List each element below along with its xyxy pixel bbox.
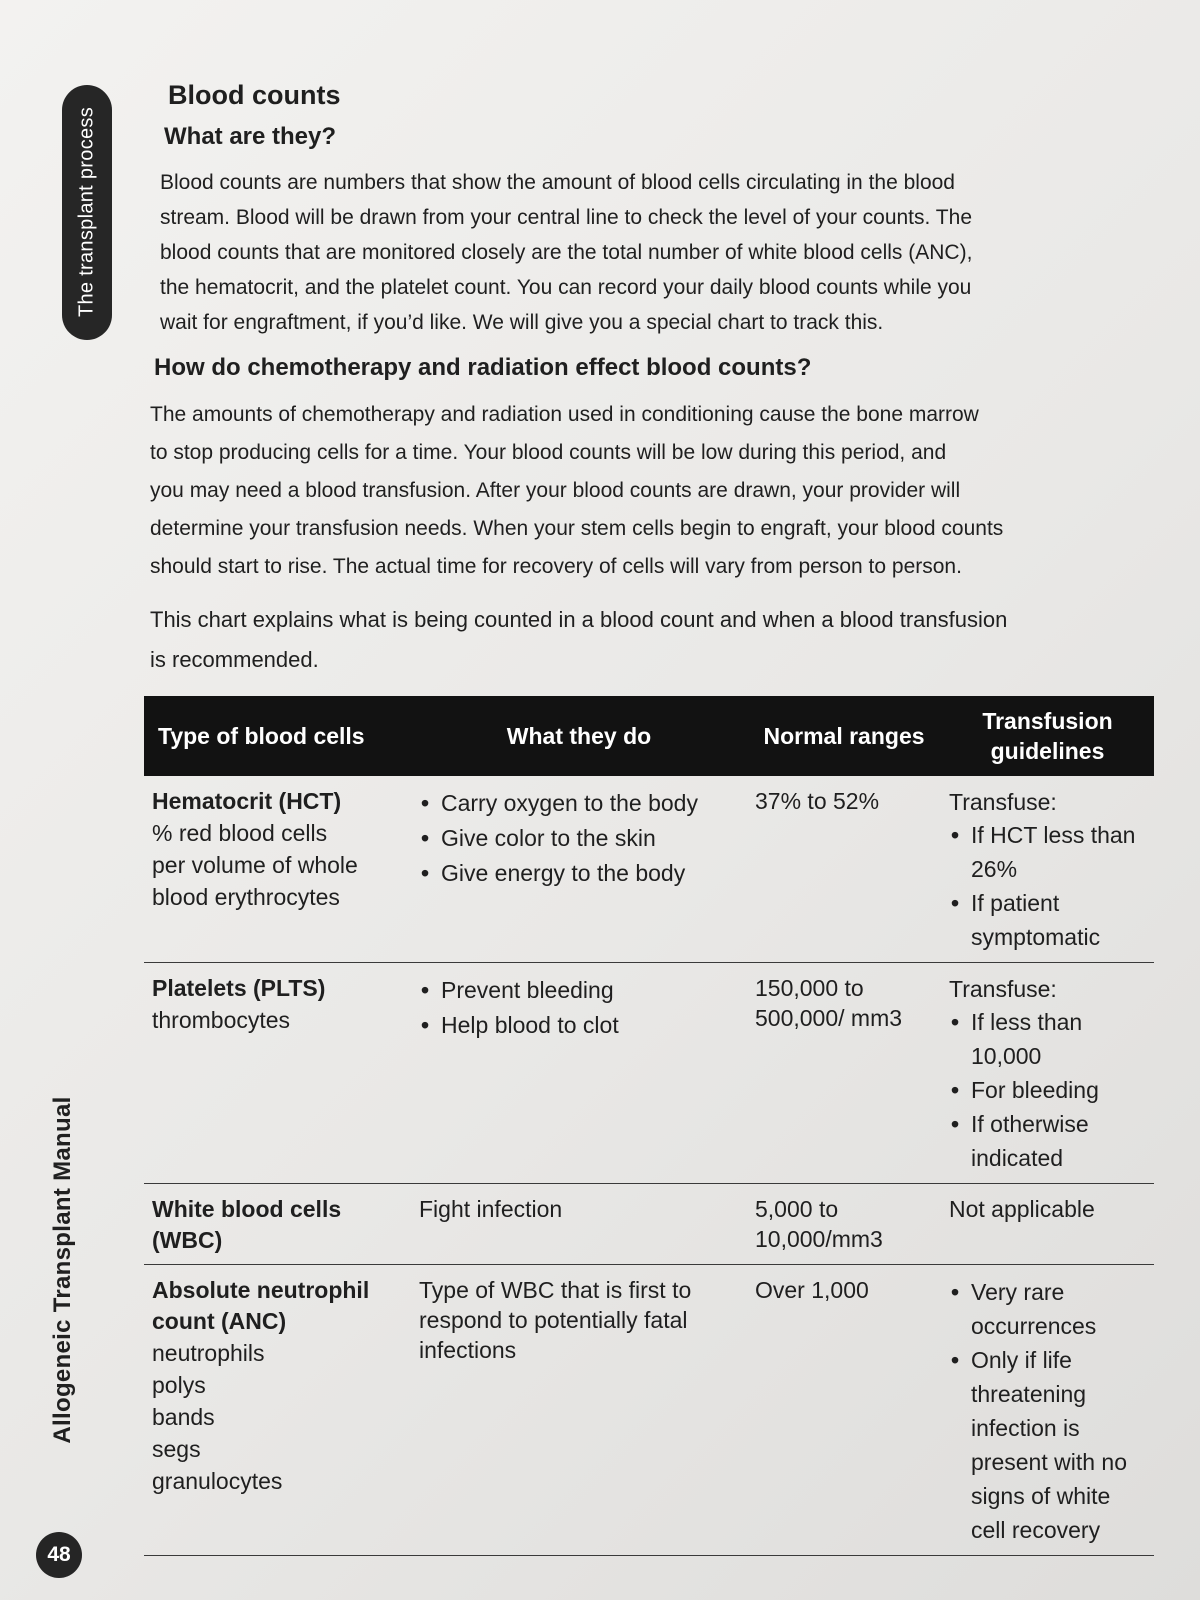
list-item: • If otherwise indicated bbox=[949, 1107, 1148, 1175]
section-title: Blood counts bbox=[168, 80, 341, 110]
text-line: The amounts of chemotherapy and radiation used in conditioning cause the bone marrow bbox=[150, 403, 979, 426]
table-row bbox=[144, 1184, 1154, 1265]
guideline-text: Not applicable bbox=[949, 1196, 1095, 1222]
type-detail: thrombocytes bbox=[152, 1007, 291, 1033]
paragraph-chemo-effect bbox=[150, 396, 1160, 586]
function-list bbox=[419, 786, 741, 891]
header-type: Type of blood cells bbox=[144, 696, 411, 776]
text-line: This chart explains what is being counted in a blood count and when a blood transfusion bbox=[150, 607, 1008, 632]
type-detail: neutrophils bbox=[152, 1340, 265, 1366]
type-name: Absolute neutrophil count (ANC) bbox=[152, 1277, 370, 1334]
page-content bbox=[150, 80, 1160, 1556]
blood-count-table bbox=[144, 696, 1154, 1556]
table-header-row bbox=[144, 696, 1154, 776]
cell-type bbox=[144, 963, 411, 1184]
header-transfusion-guidelines: Transfusion guidelines bbox=[941, 696, 1154, 776]
cell-normal-range bbox=[747, 1265, 941, 1556]
cell-guidelines bbox=[941, 1184, 1154, 1265]
text-line: to stop producing cells for a time. Your blood counts will be low during this period, and bbox=[150, 441, 947, 464]
list-item: • Help blood to clot bbox=[419, 1008, 741, 1043]
text-line: Blood counts are numbers that show the amount of blood cells circulating in the blood bbox=[160, 171, 955, 194]
cell-type bbox=[144, 1184, 411, 1265]
text-line: is recommended. bbox=[150, 647, 319, 672]
list-item: • For bleeding bbox=[949, 1073, 1148, 1107]
range-value: 37% to 52% bbox=[755, 788, 880, 814]
list-item: • Prevent bleeding bbox=[419, 973, 741, 1008]
text-line: the hematocrit, and the platelet count. You can record your daily blood counts while you bbox=[160, 276, 972, 299]
type-detail: % red blood cells bbox=[152, 820, 328, 846]
table-row bbox=[144, 963, 1154, 1184]
text-line: should start to rise. The actual time for recovery of cells will vary from person to person. bbox=[150, 555, 962, 578]
cell-type bbox=[144, 776, 411, 963]
cell-type bbox=[144, 1265, 411, 1556]
cell-normal-range bbox=[747, 1184, 941, 1265]
range-value: 5,000 to 10,000/mm3 bbox=[755, 1196, 883, 1252]
chapter-label: The transplant process bbox=[75, 106, 98, 318]
cell-what-they-do bbox=[411, 963, 747, 1184]
cell-what-they-do bbox=[411, 1265, 747, 1556]
list-item: • If HCT less than 26% bbox=[949, 818, 1148, 886]
cell-what-they-do bbox=[411, 776, 747, 963]
list-item: • Only if life threatening infection is present with no signs of white cell recovery bbox=[949, 1343, 1148, 1547]
list-item: • Very rare occurrences bbox=[949, 1275, 1148, 1343]
text-line: wait for engraftment, if you’d like. We will give you a special chart to track this. bbox=[160, 311, 884, 334]
type-detail: segs bbox=[152, 1436, 201, 1462]
list-item: • Give color to the skin bbox=[419, 821, 741, 856]
chart-intro bbox=[150, 600, 1160, 680]
guideline-list bbox=[949, 1275, 1148, 1547]
cell-guidelines bbox=[941, 776, 1154, 963]
list-item: • Give energy to the body bbox=[419, 856, 741, 891]
table-row bbox=[144, 1265, 1154, 1556]
cell-normal-range bbox=[747, 963, 941, 1184]
function-list bbox=[419, 973, 741, 1043]
paragraph-blood-counts bbox=[160, 165, 1160, 340]
type-detail: granulocytes bbox=[152, 1468, 283, 1494]
type-detail: per volume of whole bbox=[152, 852, 358, 878]
text-line: blood counts that are monitored closely are the total number of white blood cells (ANC), bbox=[160, 241, 973, 264]
range-value: Over 1,000 bbox=[755, 1277, 869, 1303]
guideline-label: Transfuse: bbox=[949, 976, 1057, 1002]
list-item: • If less than 10,000 bbox=[949, 1005, 1148, 1073]
manual-title: Allogeneic Transplant Manual bbox=[49, 1096, 76, 1444]
text-line: you may need a blood transfusion. After your blood counts are drawn, your provider will bbox=[150, 479, 961, 502]
cell-guidelines bbox=[941, 963, 1154, 1184]
type-name: White blood cells (WBC) bbox=[152, 1196, 342, 1253]
type-detail: polys bbox=[152, 1372, 206, 1398]
question-chemo-effect: How do chemotherapy and radiation effect blood counts? bbox=[154, 354, 812, 381]
function-text: Fight infection bbox=[419, 1196, 563, 1222]
header-what-they-do: What they do bbox=[411, 696, 747, 776]
cell-normal-range bbox=[747, 776, 941, 963]
type-detail: blood erythrocytes bbox=[152, 884, 340, 910]
range-value: 150,000 to 500,000/ mm3 bbox=[755, 975, 903, 1031]
text-line: determine your transfusion needs. When your stem cells begin to engraft, your blood counts bbox=[150, 517, 1004, 540]
type-detail: bands bbox=[152, 1404, 215, 1430]
page-number: 48 bbox=[36, 1532, 82, 1578]
cell-guidelines bbox=[941, 1265, 1154, 1556]
question-what-are-they: What are they? bbox=[164, 123, 337, 150]
header-normal-ranges: Normal ranges bbox=[747, 696, 941, 776]
cell-what-they-do bbox=[411, 1184, 747, 1265]
text-line: stream. Blood will be drawn from your central line to check the level of your counts. The bbox=[160, 206, 972, 229]
type-name: Hematocrit (HCT) bbox=[152, 788, 342, 814]
table-row bbox=[144, 776, 1154, 963]
guideline-list bbox=[949, 818, 1148, 954]
list-item: • If patient symptomatic bbox=[949, 886, 1148, 954]
type-name: Platelets (PLTS) bbox=[152, 975, 326, 1001]
guideline-label: Transfuse: bbox=[949, 789, 1057, 815]
list-item: • Carry oxygen to the body bbox=[419, 786, 741, 821]
function-text: Type of WBC that is first to respond to potentially fatal infections bbox=[419, 1277, 692, 1363]
guideline-list bbox=[949, 1005, 1148, 1175]
